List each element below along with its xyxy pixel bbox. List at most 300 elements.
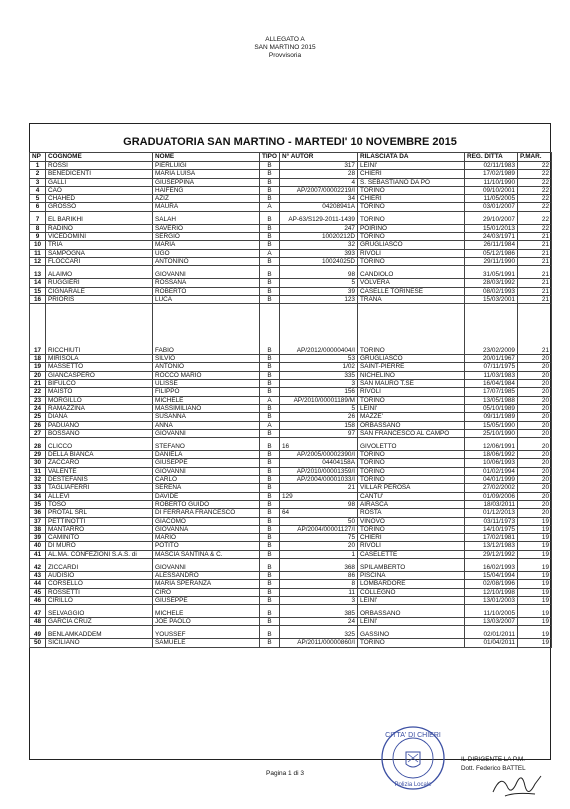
cell-nome: SILVIO (153, 355, 260, 363)
cell-reg: 01/09/2006 (465, 492, 518, 500)
cell-autor: AP/2010/00001189/M (280, 396, 358, 404)
cell-nome: ANTONINO (153, 257, 260, 265)
cell-reg: 18/06/1992 (465, 451, 518, 459)
cell-rilasciata: CHIERI (358, 534, 465, 542)
cell-reg: 18/03/2011 (465, 500, 518, 508)
cell-cognome: AL.MA. CONFEZIONI S.A.S. di (46, 550, 153, 558)
cell-cognome: GALLI (46, 178, 153, 186)
cell-rilasciata: LEINI' (358, 596, 465, 604)
table-row (30, 233, 552, 241)
cell-rilasciata: CHIERI (358, 195, 465, 203)
cell-np: 22 (30, 388, 46, 396)
table-row (30, 211, 552, 224)
table-row (30, 639, 552, 647)
cell-nome: SAVERIO (153, 224, 260, 232)
cell-nome: GIOVANNI (153, 429, 260, 437)
cell-nome: ULISSE (153, 380, 260, 388)
cell-pmar: 19 (518, 558, 552, 571)
cell-reg: 23/02/2009 (465, 304, 518, 355)
cell-pmar: 22 (518, 178, 552, 186)
cell-pmar: 20 (518, 484, 552, 492)
table-row (30, 295, 552, 303)
cell-np: 5 (30, 195, 46, 203)
cell-nome: GIOVANNI (153, 467, 260, 475)
cell-nome: SALAH (153, 211, 260, 224)
cell-reg: 28/03/1992 (465, 279, 518, 287)
cell-autor: 98 (280, 500, 358, 508)
cell-tipo: A (260, 249, 280, 257)
cell-pmar: 20 (518, 396, 552, 404)
table-row (30, 509, 552, 517)
cell-reg: 02/11/1983 (465, 162, 518, 170)
cell-autor: AP/2007/00002219/I (280, 186, 358, 194)
table-row (30, 178, 552, 186)
cell-nome: ANTONIO (153, 363, 260, 371)
cell-autor: 98 (280, 266, 358, 279)
cell-tipo: B (260, 558, 280, 571)
cell-autor: 34 (280, 195, 358, 203)
cell-pmar: 20 (518, 500, 552, 508)
cell-reg: 09/11/1989 (465, 413, 518, 421)
table-row (30, 605, 552, 618)
cell-nome: PIERLUIGI (153, 162, 260, 170)
cell-pmar: 19 (518, 605, 552, 618)
table-row (30, 596, 552, 604)
cell-rilasciata: RIVOLI (358, 542, 465, 550)
table-row (30, 304, 552, 355)
table-row (30, 476, 552, 484)
cell-nome: SUSANNA (153, 413, 260, 421)
table-row (30, 618, 552, 626)
cell-reg: 04/01/1999 (465, 476, 518, 484)
cell-tipo: B (260, 287, 280, 295)
cell-tipo: B (260, 241, 280, 249)
cell-tipo: B (260, 500, 280, 508)
cell-autor: AP/2004/00001127/I (280, 525, 358, 533)
cell-pmar: 19 (518, 517, 552, 525)
cell-rilasciata: TORINO (358, 304, 465, 355)
cell-nome: MARIA LUISA (153, 170, 260, 178)
cell-autor: 156 (280, 388, 358, 396)
cell-rilasciata: RIVOLI (358, 388, 465, 396)
cell-np: 13 (30, 266, 46, 279)
cell-rilasciata: MAZZE' (358, 413, 465, 421)
cell-pmar: 20 (518, 459, 552, 467)
cell-np: 8 (30, 224, 46, 232)
cell-autor: 5 (280, 279, 358, 287)
cell-nome: MARIA (153, 241, 260, 249)
cell-pmar: 20 (518, 476, 552, 484)
cell-reg: 31/05/1991 (465, 266, 518, 279)
cell-reg: 11/10/2005 (465, 605, 518, 618)
cell-autor: 325 (280, 626, 358, 639)
cell-rilasciata: S. SEBASTIANO DA PO (358, 178, 465, 186)
cell-nome: ROBERTO (153, 287, 260, 295)
cell-tipo: B (260, 257, 280, 265)
cell-reg: 08/02/1993 (465, 287, 518, 295)
table-row (30, 459, 552, 467)
cell-cognome: PROTAL SRL (46, 509, 153, 517)
cell-np: 48 (30, 618, 46, 626)
cell-nome: MARIO (153, 534, 260, 542)
cell-pmar: 22 (518, 224, 552, 232)
cell-autor: 4 (280, 178, 358, 186)
cell-autor: 64 (280, 509, 358, 517)
cell-pmar: 19 (518, 571, 552, 579)
cell-rilasciata: CASELETTE (358, 550, 465, 558)
cell-pmar: 20 (518, 380, 552, 388)
table-row (30, 467, 552, 475)
cell-reg: 07/11/1975 (465, 363, 518, 371)
cell-autor: 04404158A (280, 459, 358, 467)
header-line-2: SAN MARTINO 2015 (254, 44, 316, 51)
column-header: N° AUTOR (280, 153, 358, 162)
cell-np: 28 (30, 438, 46, 451)
cell-autor: 26 (280, 413, 358, 421)
cell-tipo: B (260, 525, 280, 533)
cell-np: 1 (30, 162, 46, 170)
cell-np: 23 (30, 396, 46, 404)
cell-reg: 13/05/1988 (465, 396, 518, 404)
cell-autor: AP/2005/00002390/I (280, 451, 358, 459)
cell-nome: DAVIDE (153, 492, 260, 500)
cell-nome: SAMUELE (153, 639, 260, 647)
cell-rilasciata: LOMBARDORE (358, 580, 465, 588)
cell-nome: ANNA (153, 421, 260, 429)
cell-tipo: B (260, 304, 280, 355)
table-row (30, 195, 552, 203)
cell-autor: 3 (280, 380, 358, 388)
cell-rilasciata: TRANA (358, 295, 465, 303)
cell-pmar: 20 (518, 363, 552, 371)
cell-rilasciata: AIRASCA (358, 500, 465, 508)
cell-reg: 10/06/1993 (465, 459, 518, 467)
cell-tipo: B (260, 233, 280, 241)
signer-title: IL DIRIGENTE LA P.M. (461, 756, 526, 763)
table-row (30, 224, 552, 232)
cell-pmar: 22 (518, 186, 552, 194)
cell-pmar: 19 (518, 525, 552, 533)
cell-rilasciata: ORBASSANO (358, 421, 465, 429)
cell-autor: AP-63/S129-2011-1439 (280, 211, 358, 224)
cell-reg: 12/06/1991 (465, 438, 518, 451)
cell-cognome: PETTINOTTI (46, 517, 153, 525)
cell-cognome: BENEDICENTI (46, 170, 153, 178)
cell-rilasciata: TORINO (358, 451, 465, 459)
cell-np: 12 (30, 257, 46, 265)
cell-autor: 10020212D (280, 233, 358, 241)
cell-autor: 21 (280, 484, 358, 492)
cell-nome: GIOVANNA (153, 525, 260, 533)
cell-nome: GIUSEPPE (153, 459, 260, 467)
cell-cognome: CORSELLO (46, 580, 153, 588)
cell-cognome: MANTARRO (46, 525, 153, 533)
cell-np: 14 (30, 279, 46, 287)
cell-cognome: VALENTE (46, 467, 153, 475)
cell-nome: SERENA (153, 484, 260, 492)
cell-nome: ROCCO MARIO (153, 371, 260, 379)
cell-cognome: GROSSO (46, 203, 153, 211)
cell-tipo: B (260, 429, 280, 437)
cell-np: 26 (30, 421, 46, 429)
cell-reg: 12/10/1998 (465, 588, 518, 596)
cell-tipo: B (260, 542, 280, 550)
ranking-table (29, 152, 552, 648)
cell-nome: UGO (153, 249, 260, 257)
cell-cognome: ROSSETTI (46, 588, 153, 596)
cell-tipo: B (260, 355, 280, 363)
cell-nome: AZIZ (153, 195, 260, 203)
cell-nome: GIACOMO (153, 517, 260, 525)
cell-tipo: B (260, 534, 280, 542)
cell-reg: 20/01/1967 (465, 355, 518, 363)
cell-tipo: B (260, 580, 280, 588)
cell-cognome: PRIORIS (46, 295, 153, 303)
cell-autor: 39 (280, 287, 358, 295)
cell-cognome: TOSO (46, 500, 153, 508)
cell-cognome: DELLA BIANCA (46, 451, 153, 459)
cell-tipo: B (260, 509, 280, 517)
cell-tipo: B (260, 170, 280, 178)
table-row (30, 626, 552, 639)
cell-rilasciata: TORINO (358, 211, 465, 224)
column-header: P.MAR. (518, 153, 552, 162)
cell-tipo: B (260, 162, 280, 170)
cell-reg: 01/12/2013 (465, 509, 518, 517)
cell-pmar: 20 (518, 355, 552, 363)
cell-rilasciata: RIVOLI (358, 249, 465, 257)
cell-autor: 1/02 (280, 363, 358, 371)
table-row (30, 492, 552, 500)
cell-np: 29 (30, 451, 46, 459)
cell-pmar: 20 (518, 388, 552, 396)
cell-rilasciata: POIRINO (358, 224, 465, 232)
cell-np: 31 (30, 467, 46, 475)
cell-nome: MARIA SPERANZA (153, 580, 260, 588)
table-row (30, 413, 552, 421)
column-header: RILASCIATA DA (358, 153, 465, 162)
cell-tipo: B (260, 178, 280, 186)
cell-pmar: 21 (518, 287, 552, 295)
cell-reg: 03/11/1973 (465, 517, 518, 525)
cell-rilasciata: GASSINO (358, 626, 465, 639)
page-number: Pagina 1 di 3 (266, 770, 304, 777)
cell-cognome: AUDISIO (46, 571, 153, 579)
table-row (30, 380, 552, 388)
cell-tipo: B (260, 211, 280, 224)
cell-np: 20 (30, 371, 46, 379)
cell-tipo: A (260, 396, 280, 404)
table-header-row (30, 153, 552, 162)
cell-cognome: RICCHIUTI (46, 304, 153, 355)
cell-rilasciata: TORINO (358, 203, 465, 211)
cell-nome: POTITO (153, 542, 260, 550)
cell-pmar: 19 (518, 596, 552, 604)
cell-np: 15 (30, 287, 46, 295)
cell-tipo: B (260, 588, 280, 596)
cell-pmar: 19 (518, 534, 552, 542)
cell-nome: YOUSSEF (153, 626, 260, 639)
column-header: REG. DITTA (465, 153, 518, 162)
cell-pmar: 20 (518, 371, 552, 379)
column-header: NP (30, 153, 46, 162)
cell-rilasciata: CASELLE TORINESE (358, 287, 465, 295)
cell-pmar: 20 (518, 509, 552, 517)
cell-np: 21 (30, 380, 46, 388)
cell-reg: 27/02/2002 (465, 484, 518, 492)
cell-cognome: RADINO (46, 224, 153, 232)
cell-nome: HAIFENG (153, 186, 260, 194)
cell-tipo: B (260, 380, 280, 388)
cell-cognome: GIANCASPERO (46, 371, 153, 379)
column-header: COGNOME (46, 153, 153, 162)
cell-rilasciata: COLLEGNO (358, 588, 465, 596)
cell-rilasciata: NICHELINO (358, 371, 465, 379)
table-row (30, 571, 552, 579)
cell-pmar: 19 (518, 588, 552, 596)
cell-np: 46 (30, 596, 46, 604)
cell-rilasciata: CHIERI (358, 170, 465, 178)
cell-np: 4 (30, 186, 46, 194)
cell-cognome: VICEDOMINI (46, 233, 153, 241)
cell-pmar: 19 (518, 550, 552, 558)
cell-pmar: 20 (518, 451, 552, 459)
cell-pmar: 22 (518, 170, 552, 178)
cell-tipo: B (260, 618, 280, 626)
table-row (30, 257, 552, 265)
cell-autor: 335 (280, 371, 358, 379)
table-row (30, 249, 552, 257)
cell-cognome: TAGLIAFERRI (46, 484, 153, 492)
cell-autor: 123 (280, 295, 358, 303)
table-row (30, 371, 552, 379)
cell-rilasciata: SAN MAURO T.SE (358, 380, 465, 388)
cell-rilasciata: TORINO (358, 467, 465, 475)
cell-autor: 16 (280, 438, 358, 451)
cell-rilasciata: TORINO (358, 476, 465, 484)
cell-tipo: B (260, 484, 280, 492)
table-row (30, 170, 552, 178)
cell-autor: 97 (280, 429, 358, 437)
cell-nome: SERGIO (153, 233, 260, 241)
table-row (30, 534, 552, 542)
cell-np: 30 (30, 459, 46, 467)
cell-cognome: MASSETTO (46, 363, 153, 371)
cell-np: 45 (30, 588, 46, 596)
cell-rilasciata: TORINO (358, 257, 465, 265)
cell-nome: DANIELA (153, 451, 260, 459)
cell-reg: 15/04/1994 (465, 571, 518, 579)
cell-autor: 247 (280, 224, 358, 232)
cell-np: 35 (30, 500, 46, 508)
cell-pmar: 22 (518, 203, 552, 211)
cell-autor: 50 (280, 517, 358, 525)
cell-cognome: ALAIMO (46, 266, 153, 279)
cell-cognome: PADUANO (46, 421, 153, 429)
cell-autor: 129 (280, 492, 358, 500)
cell-pmar: 22 (518, 195, 552, 203)
cell-reg: 15/05/1990 (465, 421, 518, 429)
cell-reg: 29/12/1992 (465, 550, 518, 558)
table-row (30, 580, 552, 588)
cell-tipo: B (260, 550, 280, 558)
cell-nome: MASSIMILIANO (153, 404, 260, 412)
cell-tipo: B (260, 371, 280, 379)
cell-cognome: ALLEVI (46, 492, 153, 500)
cell-tipo: B (260, 626, 280, 639)
cell-nome: FILIPPO (153, 388, 260, 396)
cell-reg: 14/10/1975 (465, 525, 518, 533)
table-row (30, 451, 552, 459)
cell-autor: 8 (280, 580, 358, 588)
cell-reg: 11/10/1990 (465, 178, 518, 186)
cell-np: 7 (30, 211, 46, 224)
cell-rilasciata: GRUGLIASCO (358, 241, 465, 249)
cell-rilasciata: ROSTA (358, 509, 465, 517)
cell-reg: 24/03/1971 (465, 233, 518, 241)
cell-cognome: ROSSI (46, 162, 153, 170)
cell-autor: 53 (280, 355, 358, 363)
cell-autor: 86 (280, 571, 358, 579)
cell-tipo: B (260, 571, 280, 579)
cell-np: 9 (30, 233, 46, 241)
cell-reg: 05/10/1989 (465, 404, 518, 412)
cell-nome: ROSSANA (153, 279, 260, 287)
cell-reg: 16/04/1984 (465, 380, 518, 388)
cell-np: 36 (30, 509, 46, 517)
cell-rilasciata: VINOVO (358, 517, 465, 525)
table-row (30, 517, 552, 525)
cell-rilasciata: SAINT-PIERRE (358, 363, 465, 371)
cell-nome: STEFANO (153, 438, 260, 451)
cell-cognome: BIFULCO (46, 380, 153, 388)
cell-autor: 317 (280, 162, 358, 170)
cell-cognome: RUGGIERI (46, 279, 153, 287)
cell-cognome: SICILIANO (46, 639, 153, 647)
cell-tipo: B (260, 467, 280, 475)
cell-autor: 75 (280, 534, 358, 542)
cell-rilasciata: VOLVERA (358, 279, 465, 287)
cell-pmar: 20 (518, 421, 552, 429)
cell-tipo: A (260, 421, 280, 429)
table-row (30, 396, 552, 404)
cell-nome: MICHELE (153, 396, 260, 404)
cell-autor: AP/2004/00001033/I (280, 476, 358, 484)
cell-nome: ALESSANDRO (153, 571, 260, 579)
cell-pmar: 19 (518, 580, 552, 588)
cell-rilasciata: LEINI' (358, 404, 465, 412)
table-row (30, 186, 552, 194)
cell-reg: 13/03/2007 (465, 618, 518, 626)
cell-cognome: CLICCO (46, 438, 153, 451)
cell-np: 38 (30, 525, 46, 533)
table-row (30, 438, 552, 451)
table-row (30, 484, 552, 492)
cell-cognome: ZACCARO (46, 459, 153, 467)
cell-pmar: 20 (518, 429, 552, 437)
column-header: TIPO (260, 153, 280, 162)
cell-rilasciata: TORINO (358, 525, 465, 533)
header-line-1: ALLEGATO A (265, 36, 305, 43)
cell-tipo: A (260, 203, 280, 211)
table-row (30, 550, 552, 558)
cell-cognome: DESTEFANIS (46, 476, 153, 484)
cell-reg: 17/07/1985 (465, 388, 518, 396)
cell-nome: FABIO (153, 304, 260, 355)
cell-cognome: BOSSANO (46, 429, 153, 437)
stamp-top-text: CITTA' DI CHIERI (385, 732, 441, 739)
table-row (30, 525, 552, 533)
